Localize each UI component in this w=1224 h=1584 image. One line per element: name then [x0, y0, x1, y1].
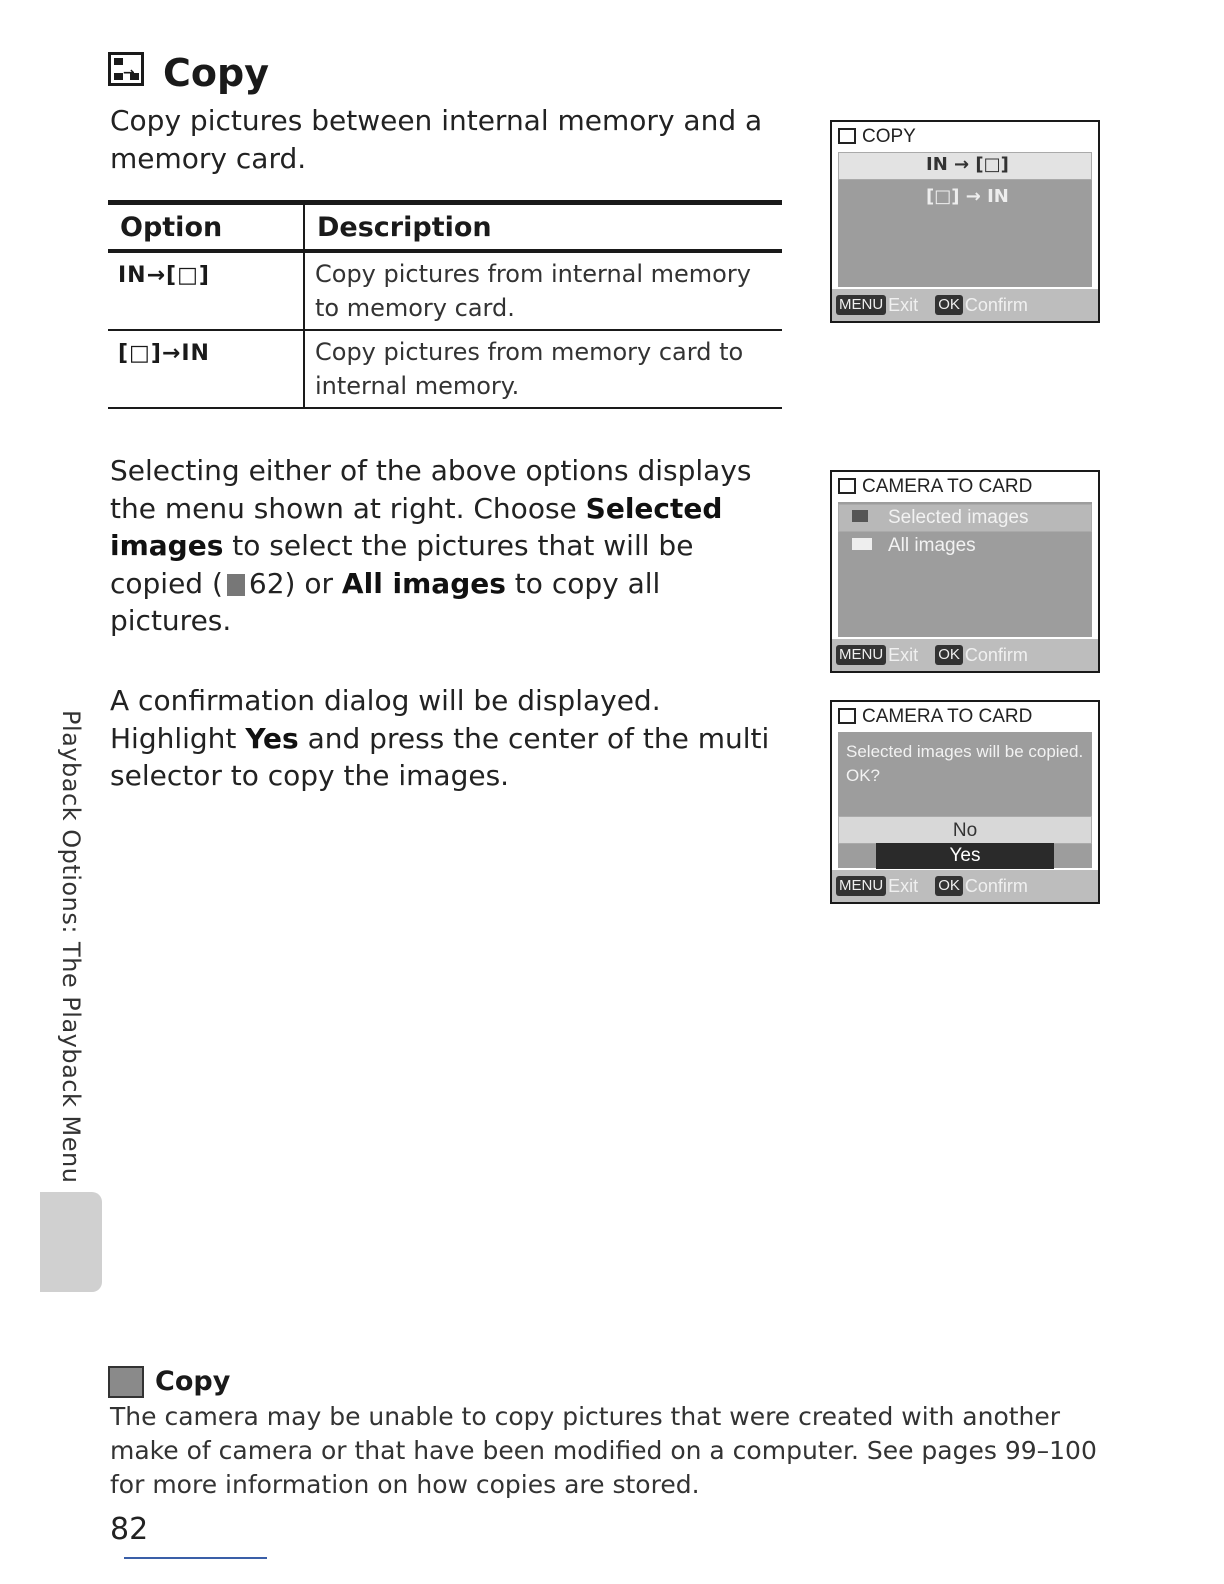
menu-item-card-to-internal[interactable]: [□] → IN	[926, 186, 1009, 207]
note-pencil-icon	[108, 1366, 144, 1398]
camera-to-card-confirm-screen: CAMERA TO CARD Selected images will be copied. OK? No Yes MENU Exit OK Confirm	[830, 700, 1100, 904]
screen-footer: MENU Exit OK Confirm	[832, 639, 1098, 671]
option-yes[interactable]: Yes	[876, 843, 1054, 869]
copy-icon	[838, 708, 856, 724]
screen-footer: MENU Exit OK Confirm	[832, 870, 1098, 902]
menu-item-all-images[interactable]: All images	[888, 535, 976, 556]
note-text: The camera may be unable to copy pictures that were created with another make of camera or that have been modified on a computer. See pages 99–100 for more information on how copies are stored.	[110, 1402, 1097, 1499]
internal-to-card-icon: IN→[□]	[118, 263, 210, 288]
confirm-message: Selected images will be copied. OK?	[846, 742, 1084, 785]
page-number: 82	[110, 1512, 149, 1547]
table-header-row	[108, 203, 782, 252]
selection-paragraph: Selecting either of the above options displays the menu shown at right. Choose Selected images to select the pictures that will be copied ( 62) or All images to copy all pictures.	[110, 454, 752, 637]
side-tab-label: Playback Options: The Playback Menu	[57, 710, 85, 1184]
side-tab	[40, 1192, 102, 1292]
table-row	[108, 330, 782, 408]
description-header: Description	[304, 203, 782, 252]
row-description: Copy pictures from memory card to internal memory.	[304, 330, 782, 408]
row-description: Copy pictures from internal memory to memory card.	[304, 251, 782, 330]
selected-images-icon	[852, 510, 868, 522]
page-title: Copy	[163, 51, 269, 95]
table-row	[108, 251, 782, 330]
option-header: Option	[108, 203, 304, 252]
footer-rule	[124, 1557, 267, 1559]
reference-icon	[227, 574, 245, 596]
copy-icon	[838, 128, 856, 144]
card-to-internal-icon: [□]→IN	[118, 341, 210, 366]
intro-text: Copy pictures between internal memory and a memory card.	[110, 104, 763, 175]
menu-item-internal-to-card[interactable]: IN → [□]	[926, 154, 1009, 175]
copy-menu-screen: COPY IN → [□] [□] → IN MENU Exit OK Confirm	[830, 120, 1100, 323]
confirmation-paragraph: A confirmation dialog will be displayed. Highlight Yes and press the center of the multi selector to copy the images.	[110, 684, 770, 792]
all-images-icon	[852, 538, 872, 550]
screen-footer: MENU Exit OK Confirm	[832, 289, 1098, 321]
note-title: Copy	[155, 1366, 231, 1397]
menu-item-selected-images[interactable]: Selected images	[888, 507, 1029, 528]
camera-to-card-menu-screen: CAMERA TO CARD Selected images All images MENU Exit OK Confirm	[830, 470, 1100, 673]
copy-icon: →	[108, 52, 144, 86]
option-no[interactable]: No	[952, 820, 978, 841]
copy-icon	[838, 478, 856, 494]
options-table	[108, 200, 782, 409]
